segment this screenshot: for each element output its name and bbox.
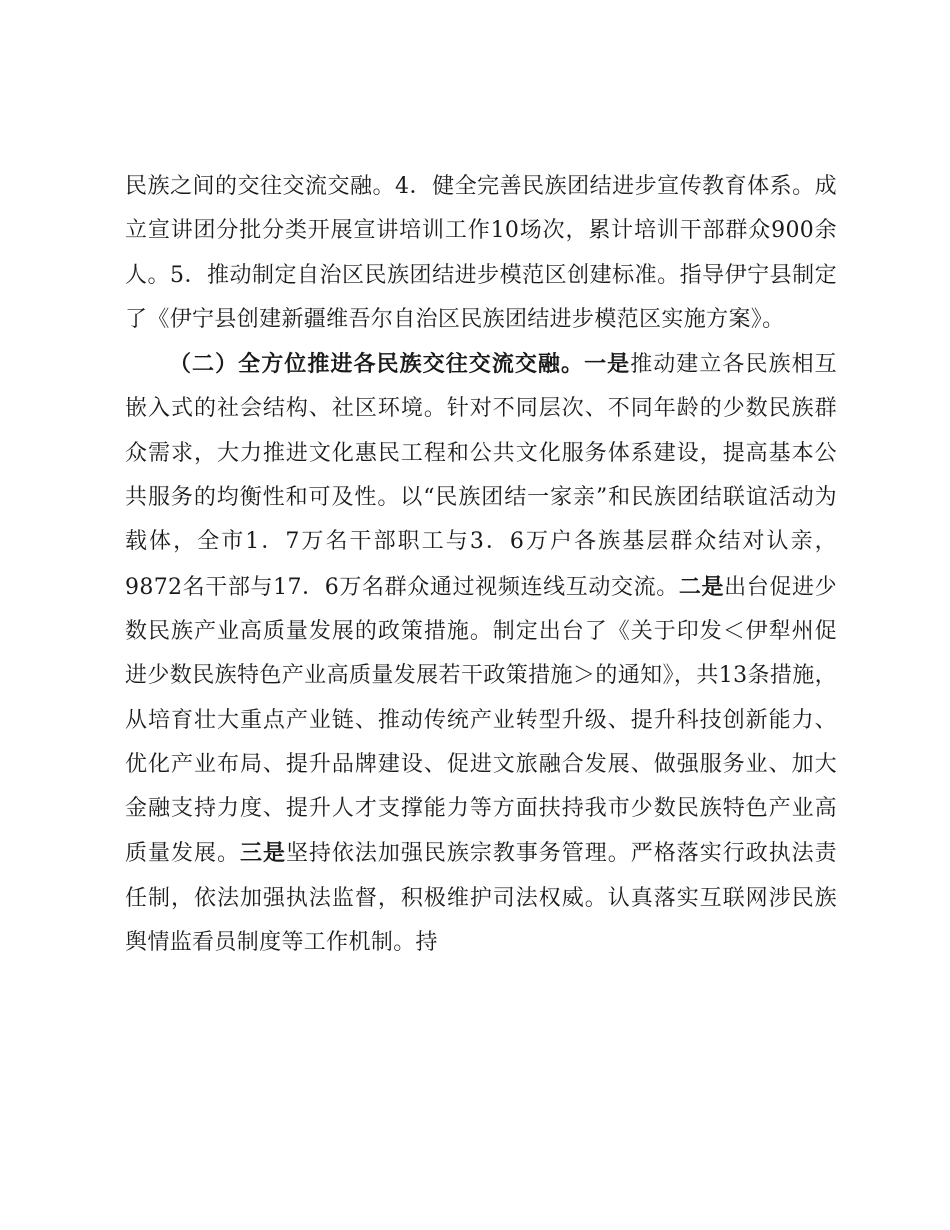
paragraph-2: [125, 342, 837, 965]
document-body: [125, 165, 837, 965]
point-two-text: 出台促进少数民族产业高质量发展的政策措施。制定出台了《关于印发＜伊犁州促进少数民族特色产业高质量发展若干政策措施＞的通知》，共13条措施，从培育壮大重点产业链、推动传统产业转型升级、提升科技创新能力、优化产业布局、提升品牌建设、促进文旅融合发展、做强服务业、加大金融支持力度、提升人才支撑能力等方面扶持我市少数民族特色产业高质量发展。: [125, 574, 837, 867]
point-one-label: 一是: [584, 351, 631, 378]
section-heading: （二）全方位推进各民族交往交流交融。: [169, 351, 585, 378]
point-one-text: 推动建立各民族相互嵌入式的社会结构、社区环境。针对不同层次、不同年龄的少数民族群众需求，大力推进文化惠民工程和公共文化服务体系建设，提高基本公共服务的均衡性和可及性。以“民族团结一家亲”和民族团结联谊活动为载体，全市1．7万名干部职工与3．6万户各族基层群众结对认亲，9872名干部与17．6万名群众通过视频连线互动交流。: [125, 352, 838, 600]
paragraph-1: [125, 165, 837, 342]
paragraph-1-text: 民族之间的交往交流交融。4．健全完善民族团结进步宣传教育体系。成立宣讲团分批分类开展宣讲培训工作10场次，累计培训干部群众900余人。5．推动制定自治区民族团结进步模范区创建标准。指导伊宁县制定了《伊宁县创建新疆维吾尔自治区民族团结进步模范区实施方案》。: [125, 174, 837, 332]
point-three-label: 三是: [239, 840, 286, 867]
point-two-label: 二是: [678, 573, 725, 600]
point-three-text: 坚持依法加强民族宗教事务管理。严格落实行政执法责任制，依法加强执法监督，积极维护司法权威。认真落实互联网涉民族舆情监看员制度等工作机制。持: [125, 841, 838, 956]
